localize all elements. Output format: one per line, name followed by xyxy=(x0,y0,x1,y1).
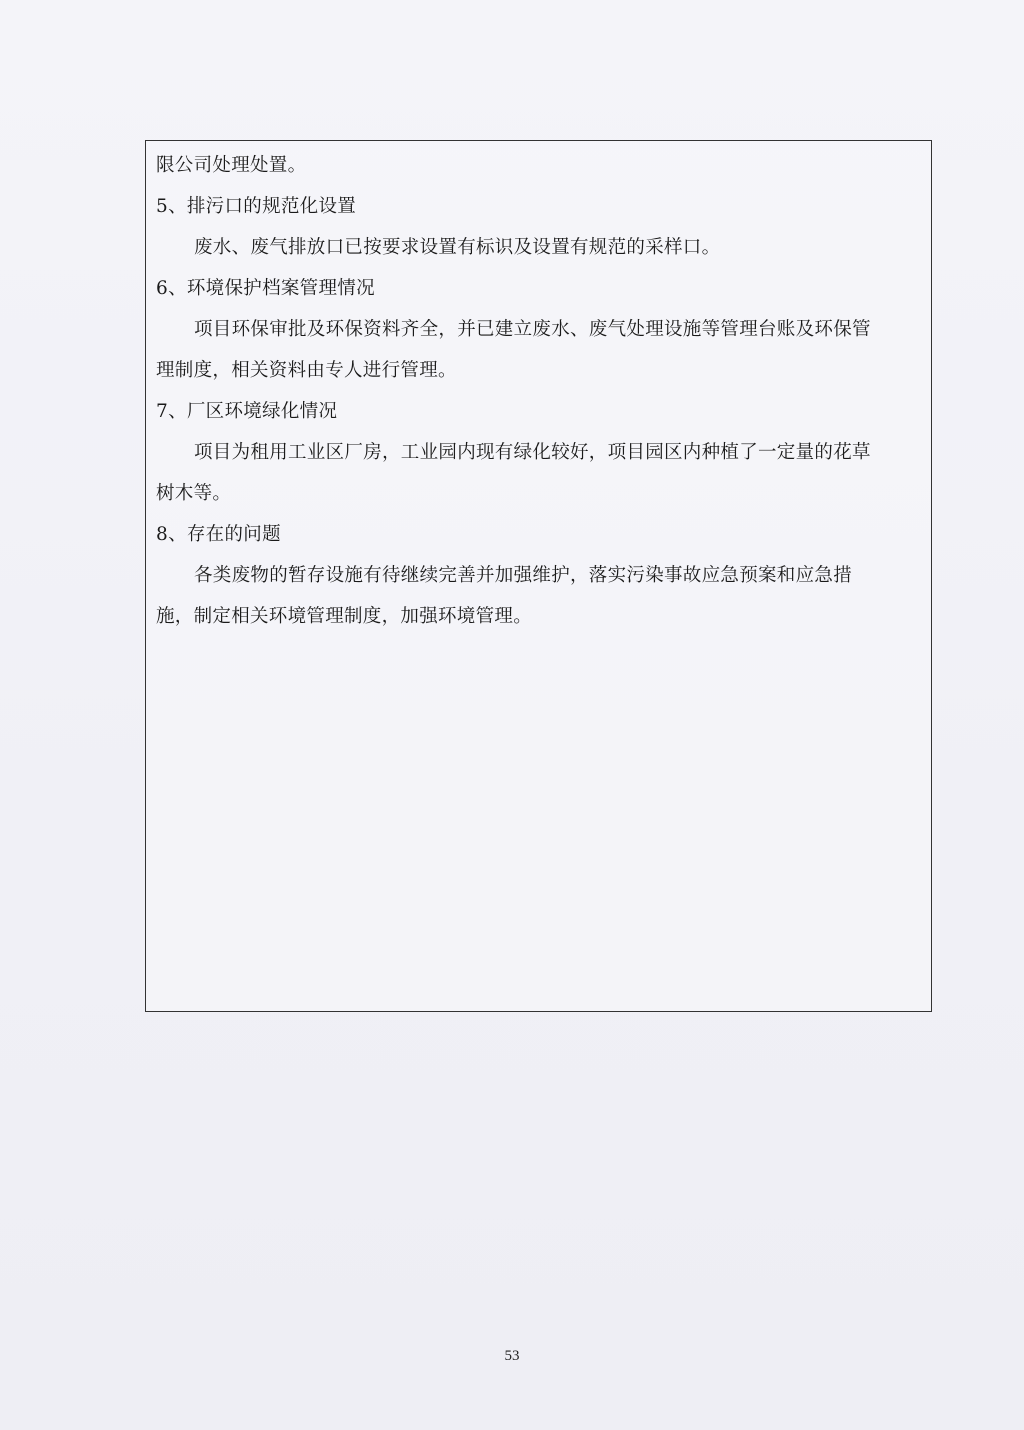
section-heading-6: 6、环境保护档案管理情况 xyxy=(156,278,375,299)
body-text-line: 限公司处理处置。 xyxy=(156,155,307,176)
paragraph-line: 项目为租用工业区厂房，工业园内现有绿化较好，项目园区内种植了一定量的花草 xyxy=(194,442,871,463)
paragraph-line: 各类废物的暂存设施有待继续完善并加强维护，落实污染事故应急预案和应急措 xyxy=(194,565,853,586)
section-heading-8: 8、存在的问题 xyxy=(156,524,281,545)
section-heading-7: 7、厂区环境绿化情况 xyxy=(156,401,338,422)
paragraph-line: 项目环保审批及环保资料齐全，并已建立废水、废气处理设施等管理台账及环保管 xyxy=(194,319,871,340)
page-number: 53 xyxy=(504,1348,520,1364)
text-box-frame xyxy=(145,140,932,1012)
section-heading-5: 5、排污口的规范化设置 xyxy=(156,196,357,217)
paragraph-line: 废水、废气排放口已按要求设置有标识及设置有规范的采样口。 xyxy=(194,237,721,258)
paragraph-line: 理制度，相关资料由专人进行管理。 xyxy=(156,360,457,381)
paragraph-line: 树木等。 xyxy=(156,483,232,504)
text-box-content xyxy=(146,141,931,637)
paragraph-line: 施，制定相关环境管理制度，加强环境管理。 xyxy=(156,606,533,627)
